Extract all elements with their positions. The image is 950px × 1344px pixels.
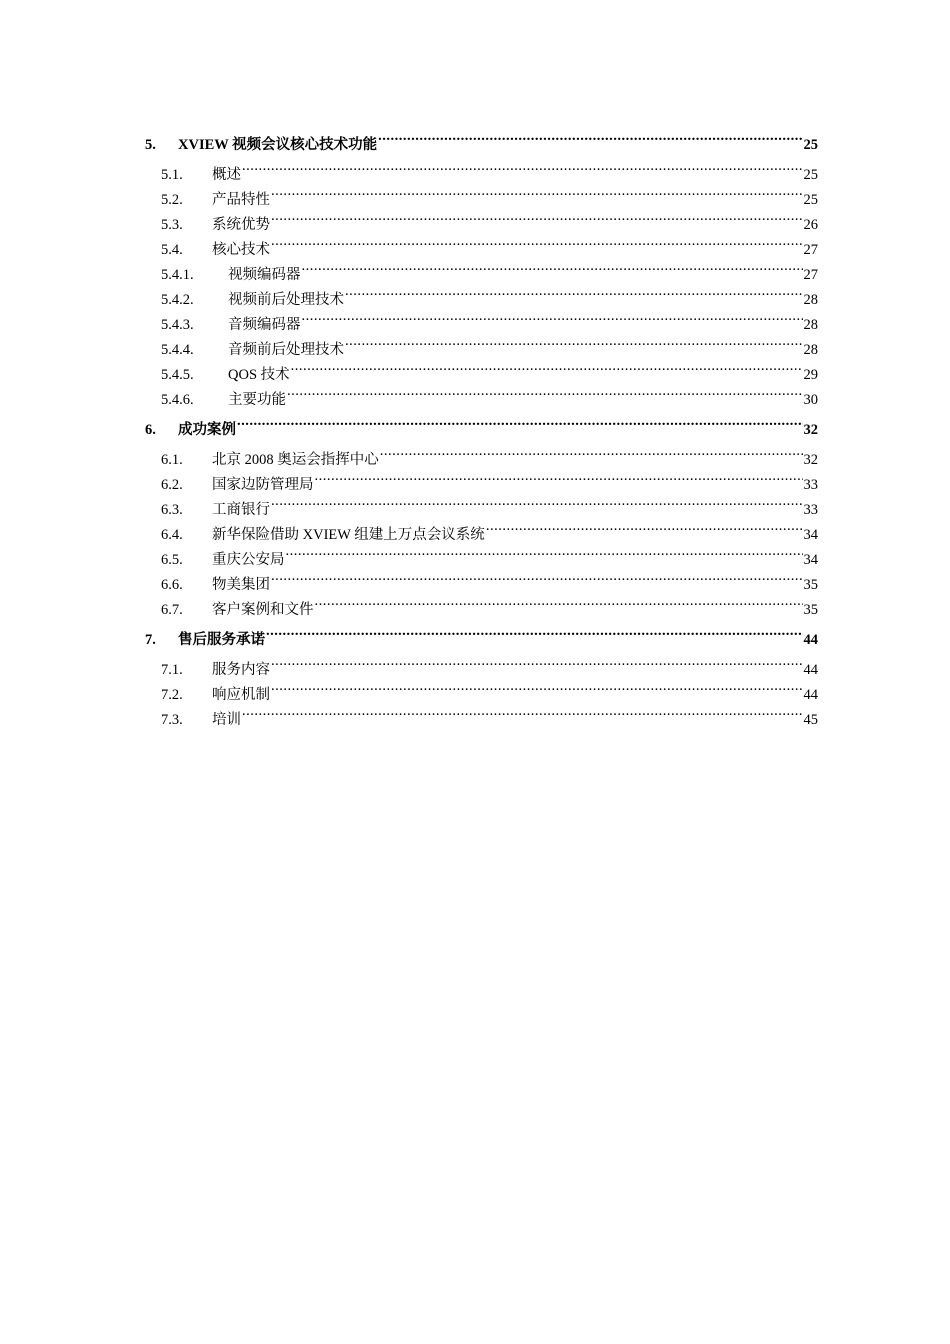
toc-title: 培训: [212, 712, 241, 728]
dot-leader: [266, 619, 803, 644]
toc-page-number: 28: [803, 317, 818, 333]
dot-leader: [271, 649, 803, 674]
toc-page-number: 34: [803, 527, 818, 543]
dot-leader: [271, 204, 803, 229]
toc-number: 6.3.: [161, 502, 183, 518]
toc-page-number: 34: [803, 552, 818, 568]
dot-leader: [286, 539, 803, 564]
dot-leader: [237, 409, 803, 434]
toc-page-number: 44: [803, 687, 818, 703]
toc-entry[interactable]: [145, 179, 818, 208]
toc-entry[interactable]: [145, 409, 818, 438]
toc-page-number: 35: [803, 577, 818, 593]
toc-number: 5.4.5.: [161, 367, 194, 383]
toc-title: 音频编码器: [228, 317, 301, 333]
toc-entry[interactable]: [145, 439, 818, 468]
toc-title: 重庆公安局: [212, 552, 285, 568]
toc-page-number: 33: [803, 477, 818, 493]
toc-page-number: 32: [803, 452, 818, 468]
toc-title: 客户案例和文件: [212, 602, 314, 618]
toc-page-number: 35: [803, 602, 818, 618]
dot-leader: [242, 699, 803, 724]
dot-leader: [271, 564, 803, 589]
toc-title: 核心技术: [212, 242, 270, 258]
toc-number: 5.4.4.: [161, 342, 194, 358]
toc-number: 5.4.: [161, 242, 183, 258]
dot-leader: [271, 229, 803, 254]
dot-leader: [302, 304, 803, 329]
toc-title: XVIEW 视频会议核心技术功能: [178, 137, 378, 153]
toc-number: 5.3.: [161, 217, 183, 233]
dot-leader: [486, 514, 803, 539]
toc-title: QOS 技术: [228, 367, 290, 383]
toc-page-number: 33: [803, 502, 818, 518]
toc-title: 音频前后处理技术: [228, 342, 344, 358]
toc-number: 6.7.: [161, 602, 183, 618]
toc-number: 6.1.: [161, 452, 183, 468]
dot-leader: [345, 329, 803, 354]
toc-page-number: 25: [803, 192, 818, 208]
dot-leader: [315, 464, 803, 489]
dot-leader: [287, 379, 803, 404]
toc-page-number: 27: [803, 267, 818, 283]
toc-page-number: 45: [803, 712, 818, 728]
toc-page-number: 44: [803, 632, 818, 648]
toc-number: 5.4.2.: [161, 292, 194, 308]
dot-leader: [345, 279, 803, 304]
toc-title: 售后服务承诺: [178, 632, 265, 648]
toc-number: 6.4.: [161, 527, 183, 543]
dot-leader: [380, 439, 803, 464]
dot-leader: [378, 124, 802, 149]
toc-number: 6.5.: [161, 552, 183, 568]
toc-title: 主要功能: [228, 392, 286, 408]
toc-page-number: 30: [803, 392, 818, 408]
toc-entry[interactable]: [145, 124, 818, 153]
dot-leader: [271, 489, 803, 514]
toc-entry[interactable]: [145, 699, 818, 728]
toc-page-number: 28: [803, 292, 818, 308]
toc-title: 概述: [212, 167, 241, 183]
toc-page-number: 26: [803, 217, 818, 233]
toc-title: 产品特性: [212, 192, 270, 208]
toc-page-number: 29: [803, 367, 818, 383]
toc-number: 5.4.3.: [161, 317, 194, 333]
toc-number: 7.1.: [161, 662, 183, 678]
toc-number: 5.: [145, 137, 156, 153]
toc-entry[interactable]: [145, 154, 818, 183]
toc-page-number: 27: [803, 242, 818, 258]
toc-title: 工商银行: [212, 502, 270, 518]
toc-number: 5.4.6.: [161, 392, 194, 408]
toc-title: 国家边防管理局: [212, 477, 314, 493]
dot-leader: [315, 589, 803, 614]
toc-title: 北京 2008 奥运会指挥中心: [212, 452, 379, 468]
toc-number: 7.3.: [161, 712, 183, 728]
toc-title: 新华保险借助 XVIEW 组建上万点会议系统: [212, 527, 485, 543]
toc-title: 视频编码器: [228, 267, 301, 283]
toc-title: 视频前后处理技术: [228, 292, 344, 308]
dot-leader: [271, 179, 803, 204]
table-of-contents: [145, 124, 818, 728]
toc-number: 7.2.: [161, 687, 183, 703]
toc-title: 成功案例: [178, 422, 236, 438]
dot-leader: [242, 154, 803, 179]
toc-title: 物美集团: [212, 577, 270, 593]
toc-page-number: 28: [803, 342, 818, 358]
toc-number: 7.: [145, 632, 156, 648]
toc-title: 响应机制: [212, 687, 270, 703]
toc-number: 5.4.1.: [161, 267, 194, 283]
dot-leader: [271, 674, 803, 699]
toc-page-number: 25: [803, 137, 818, 153]
toc-title: 系统优势: [212, 217, 270, 233]
toc-number: 5.2.: [161, 192, 183, 208]
toc-number: 6.6.: [161, 577, 183, 593]
dot-leader: [302, 254, 803, 279]
toc-title: 服务内容: [212, 662, 270, 678]
toc-page-number: 25: [803, 167, 818, 183]
toc-number: 6.: [145, 422, 156, 438]
toc-number: 5.1.: [161, 167, 183, 183]
toc-number: 6.2.: [161, 477, 183, 493]
dot-leader: [291, 354, 803, 379]
toc-page-number: 44: [803, 662, 818, 678]
toc-page-number: 32: [803, 422, 818, 438]
